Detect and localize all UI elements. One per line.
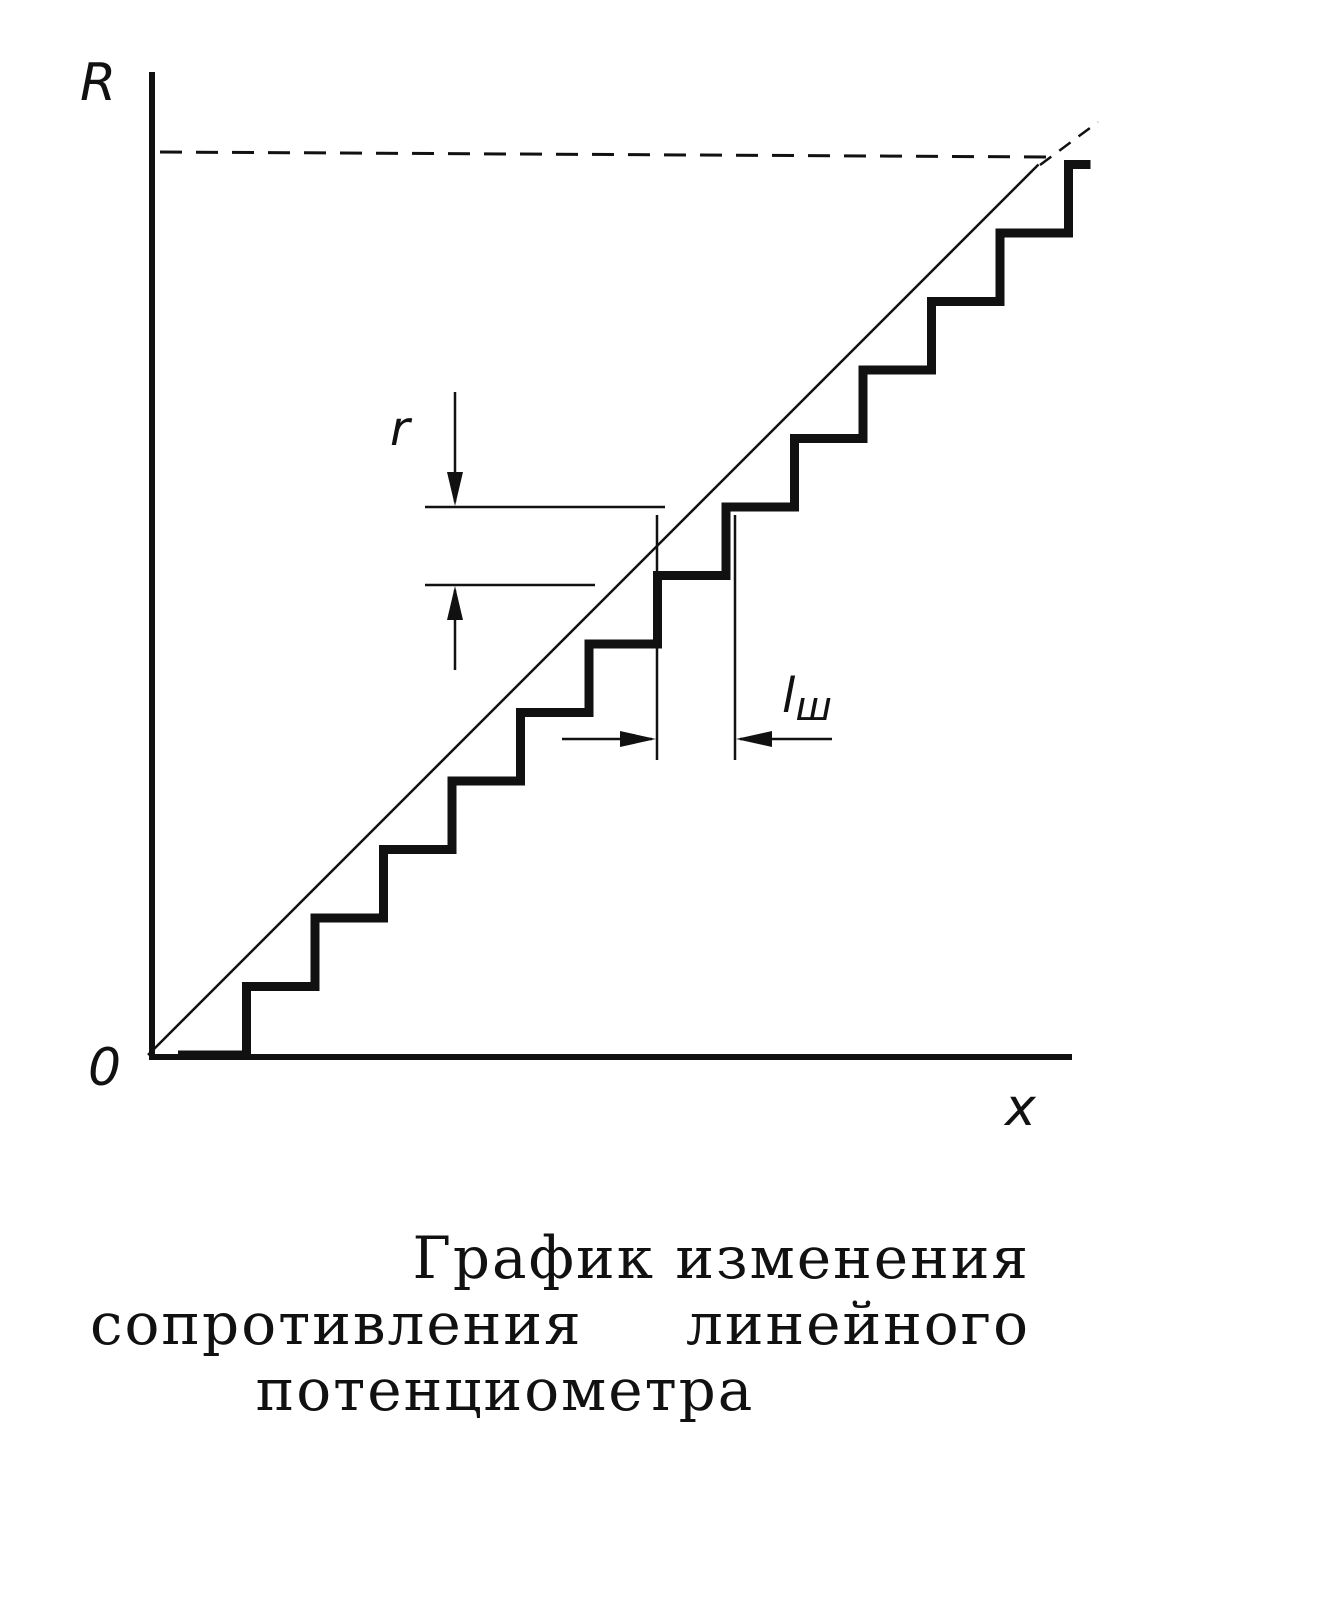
step-width-annotation xyxy=(562,515,832,760)
step-width-letter: l xyxy=(782,668,796,724)
step-width-arrowhead-left xyxy=(620,731,656,747)
caption-line-1: График изменения xyxy=(412,1224,1030,1292)
step-width-label xyxy=(782,668,832,730)
step-height-label: r xyxy=(390,401,410,457)
ideal-line-extension xyxy=(1040,122,1098,165)
step-width-arrowhead-right xyxy=(736,731,772,747)
caption-line-3: потенциометра xyxy=(255,1356,755,1424)
staircase-line xyxy=(178,165,1091,1056)
origin-label: 0 xyxy=(88,1038,122,1098)
x-axis-label: x xyxy=(1005,1078,1036,1138)
figure-caption xyxy=(90,1225,1030,1423)
max-level-dashed-line xyxy=(160,152,1052,157)
caption-line-2 xyxy=(90,1291,1030,1357)
caption-line-2-left: сопротивления xyxy=(90,1290,583,1358)
caption-line-2-right: линейного xyxy=(685,1290,1030,1358)
step-height-annotation xyxy=(390,392,665,670)
ideal-linear-line xyxy=(148,165,1039,1056)
step-width-subscript: ш xyxy=(795,684,832,730)
step-height-arrowhead-upper xyxy=(447,472,463,506)
step-height-arrowhead-lower xyxy=(447,586,463,620)
y-axis-label: R xyxy=(80,53,117,113)
